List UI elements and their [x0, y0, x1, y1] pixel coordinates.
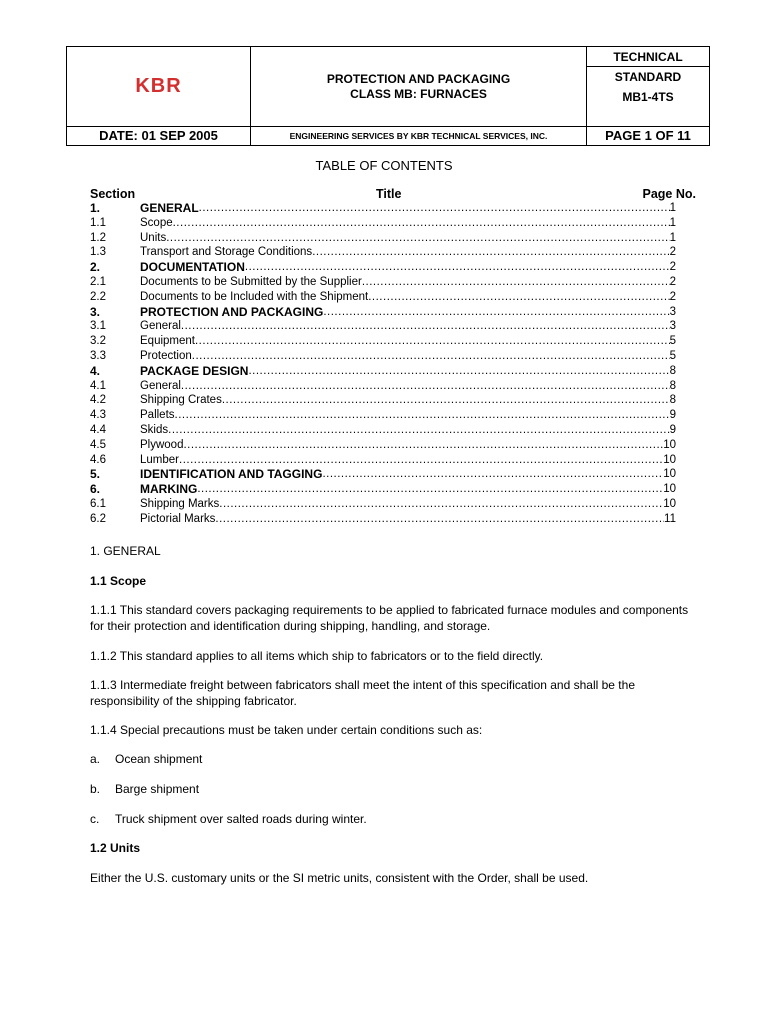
toc-leader-dots [181, 319, 670, 334]
toc-leader-dots [323, 305, 669, 320]
table-of-contents [90, 201, 676, 527]
engineering-credit: ENGINEERING SERVICES BY KBR TECHNICAL SERVICES, INC. [251, 127, 587, 145]
toc-leader-dots [248, 364, 669, 379]
toc-leader-dots [168, 423, 669, 438]
toc-leader-dots [362, 275, 670, 290]
toc-leader-dots [222, 393, 670, 408]
toc-entry-title: General [140, 320, 181, 333]
toc-entry-page: 1 [669, 216, 676, 229]
toc-entry-title: Protection [140, 349, 192, 362]
para-units: Either the U.S. customary units or the SI metric units, consistent with the Order, shall be used. [90, 871, 589, 885]
toc-entry-title: Shipping Crates [140, 394, 222, 407]
toc-entry-page: 2 [669, 290, 676, 303]
doc-date: DATE: 01 SEP 2005 [67, 127, 251, 145]
toc-entry-page: 3 [669, 305, 676, 318]
toc-entry-number: 3.3 [90, 349, 106, 362]
toc-entry-page: 10 [663, 438, 676, 451]
toc-entry-page: 2 [669, 275, 676, 288]
toc-entry-title: Pictorial Marks [140, 512, 216, 525]
toc-leader-dots [245, 260, 670, 275]
toc-entry [90, 319, 676, 334]
toc-entry-number: 4.5 [90, 438, 106, 451]
toc-entry-title: GENERAL [140, 201, 199, 215]
toc-leader-dots [199, 201, 670, 216]
toc-leader-dots [173, 216, 670, 231]
toc-entry-title: Skids [140, 423, 169, 436]
list-text-a: Ocean shipment [115, 752, 203, 766]
toc-entry-title: Documents to be Submitted by the Supplier [140, 275, 362, 288]
toc-entry-number: 1.3 [90, 246, 106, 259]
toc-entry-title: IDENTIFICATION AND TAGGING [140, 467, 323, 482]
toc-leader-dots [197, 482, 663, 497]
toc-entry-number: 3.1 [90, 320, 106, 333]
toc-leader-dots [219, 497, 663, 512]
logo-cell [67, 47, 251, 127]
toc-entry-title: Equipment [140, 335, 195, 348]
toc-entry [90, 305, 676, 320]
toc-entry-page: 9 [669, 423, 676, 436]
toc-entry-page: 9 [669, 409, 676, 422]
toc-entry-title: Units [140, 231, 167, 244]
toc-entry-title: MARKING [140, 482, 198, 497]
toc-leader-dots [181, 379, 670, 394]
toc-entry [90, 497, 676, 512]
toc-entry-page: 10 [663, 483, 676, 496]
toc-entry-number: 4.6 [90, 453, 106, 466]
toc-entry [90, 408, 676, 423]
list-text-c: Truck shipment over salted roads during winter. [115, 812, 367, 826]
heading-scope: 1.1 Scope [90, 574, 147, 588]
toc-leader-dots [322, 467, 663, 482]
toc-entry [90, 245, 676, 260]
toc-entry [90, 379, 676, 394]
toc-entry [90, 216, 676, 231]
toc-entry-page: 8 [669, 394, 676, 407]
toc-entry [90, 393, 676, 408]
toc-entry-title: Shipping Marks [140, 497, 220, 510]
toc-entry-number: 4.4 [90, 423, 106, 436]
toc-leader-dots [215, 512, 664, 527]
toc-entry-page: 10 [663, 468, 676, 481]
toc-entry-title: Pallets [140, 409, 175, 422]
toc-entry-title: Lumber [140, 453, 179, 466]
toc-entry [90, 290, 676, 305]
toc-entry-number: 4. [90, 363, 101, 378]
list-label-c: c. [90, 812, 100, 826]
list-item-a [90, 751, 690, 767]
toc-entry-title: Plywood [140, 438, 184, 451]
toc-entry [90, 453, 676, 468]
list-text-b: Barge shipment [115, 782, 200, 796]
heading-general: 1. GENERAL [90, 544, 161, 558]
toc-entry-number: 2.2 [90, 290, 106, 303]
toc-leader-dots [175, 408, 670, 423]
toc-col-title: Title [376, 187, 402, 201]
toc-entry-number: 3. [90, 304, 101, 319]
toc-entry-page: 2 [669, 261, 676, 274]
toc-entry-number: 1. [90, 201, 101, 215]
list-label-b: b. [90, 782, 101, 796]
document-title [251, 47, 587, 127]
para-1-1-2: 1.1.2 This standard applies to all items which ship to fabricators or to the field directly. [90, 649, 544, 663]
toc-entry-page: 5 [669, 349, 676, 362]
title-line-2: CLASS MB: FURNACES [350, 86, 487, 101]
toc-leader-dots [312, 245, 669, 260]
toc-entry-number: 4.2 [90, 394, 106, 407]
para-1-1-1: 1.1.1 This standard covers packaging requirements to be applied to fabricated furnace modules and components for their protection and identification during shipping, handling, and storage. [90, 603, 689, 633]
toc-entry-number: 3.2 [90, 335, 106, 348]
toc-leader-dots [179, 453, 663, 468]
toc-entry-number: 5. [90, 467, 101, 482]
toc-entry-page: 10 [663, 497, 676, 510]
toc-entry [90, 467, 676, 482]
toc-col-page: Page No. [642, 187, 696, 201]
toc-entry [90, 482, 676, 497]
toc-entry-number: 6.1 [90, 497, 106, 510]
toc-entry-number: 1.2 [90, 231, 106, 244]
toc-entry-page: 2 [669, 246, 676, 259]
toc-entry-title: Transport and Storage Conditions [140, 246, 313, 259]
toc-entry [90, 438, 676, 453]
toc-entry-number: 4.3 [90, 409, 106, 422]
toc-entry-page: 8 [669, 364, 676, 377]
title-line-1: PROTECTION AND PACKAGING [326, 71, 511, 86]
toc-entry [90, 364, 676, 379]
toc-leader-dots [195, 334, 670, 349]
toc-entry-page: 8 [669, 379, 676, 392]
toc-leader-dots [368, 290, 669, 305]
heading-units: 1.2 Units [90, 841, 141, 855]
toc-col-section: Section [90, 187, 136, 201]
doc-code: MB1-4TS [587, 67, 709, 127]
toc-entry-page: 11 [664, 512, 676, 525]
doc-type: TECHNICAL STANDARD [587, 47, 709, 67]
para-1-1-4: 1.1.4 Special precautions must be taken under certain conditions such as: [90, 723, 483, 737]
toc-entry-title: PACKAGE DESIGN [140, 363, 249, 378]
toc-leader-dots [183, 438, 663, 453]
toc-entry-number: 4.1 [90, 379, 106, 392]
list-item-b [90, 781, 690, 797]
kbr-logo: KBR [135, 75, 182, 97]
toc-entry-number: 6.2 [90, 512, 106, 525]
toc-entry-title: Scope [140, 216, 173, 229]
list-label-a: a. [90, 752, 101, 766]
toc-entry-title: DOCUMENTATION [140, 260, 245, 275]
toc-entry [90, 231, 676, 246]
toc-entry-title: Documents to be Included with the Shipment [140, 290, 369, 303]
toc-entry-number: 2.1 [90, 275, 106, 288]
toc-entry-number: 1.1 [90, 216, 106, 229]
toc-entry [90, 512, 676, 527]
para-1-1-3: 1.1.3 Intermediate freight between fabricators shall meet the intent of this specification and shall be the responsibility of the shipping fabricator. [90, 678, 635, 708]
toc-entry-page: 10 [663, 453, 676, 466]
toc-entry-title: PROTECTION AND PACKAGING [140, 304, 324, 319]
toc-entry-page: 5 [669, 335, 676, 348]
toc-entry [90, 349, 676, 364]
toc-entry-title: General [140, 379, 181, 392]
toc-entry-page: 3 [669, 320, 676, 333]
toc-entry-page: 1 [669, 202, 676, 214]
toc-entry [90, 275, 676, 290]
toc-leader-dots [192, 349, 670, 364]
toc-entry-number: 6. [90, 482, 101, 497]
toc-entry [90, 334, 676, 349]
toc-entry-page: 1 [669, 231, 676, 244]
toc-entry-number: 2. [90, 260, 101, 275]
page-number: PAGE 1 OF 11 [605, 128, 691, 143]
toc-leader-dots [166, 231, 669, 246]
toc-entry [90, 260, 676, 275]
toc-entry [90, 423, 676, 438]
toc-title: TABLE OF CONTENTS [315, 158, 453, 173]
toc-entry [90, 201, 676, 216]
header-table [66, 46, 710, 146]
list-item-c [90, 811, 690, 827]
